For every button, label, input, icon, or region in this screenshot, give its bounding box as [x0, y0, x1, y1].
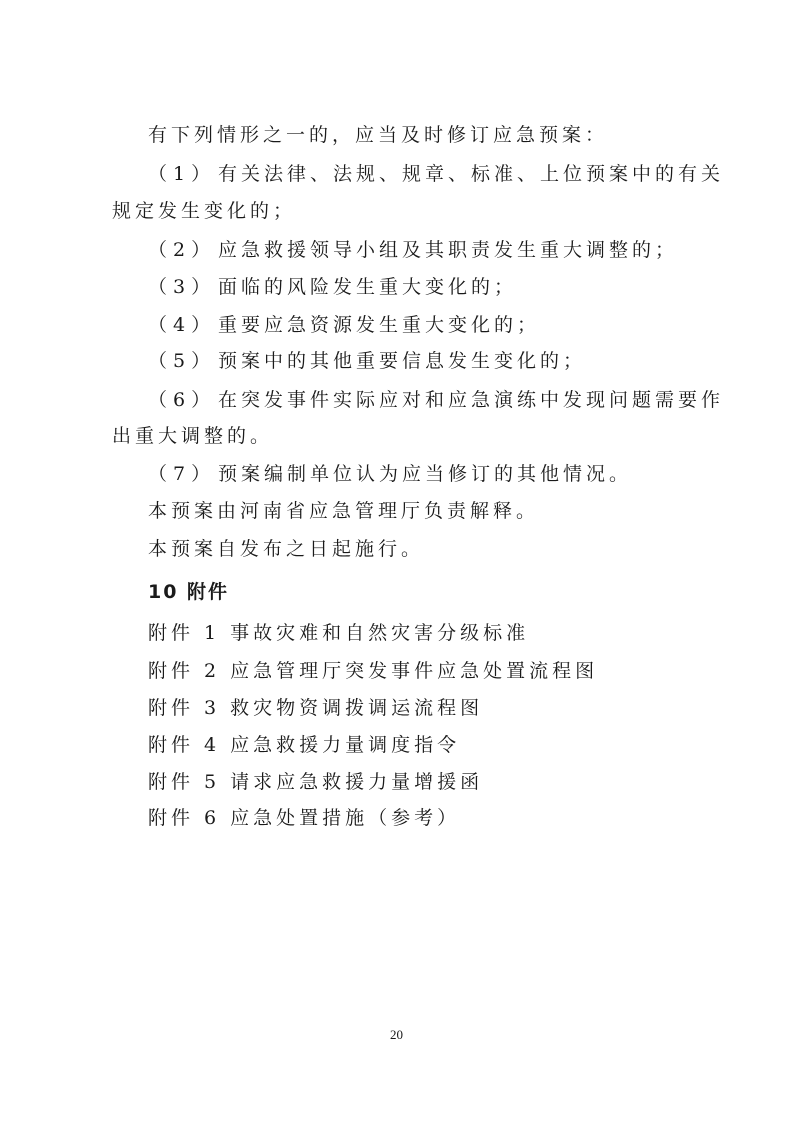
attachment-item-6: [148, 806, 728, 830]
attachment-item-1: [148, 621, 728, 645]
intro-paragraph: [148, 123, 728, 147]
section-heading-text: 10 附件: [148, 581, 230, 603]
list-text: 出重大调整的。: [112, 425, 274, 447]
list-text: 在突发事件实际应对和应急演练中发现问题需要作: [218, 389, 725, 411]
list-item-1: [148, 162, 728, 186]
list-text: 重要应急资源发生重大变化的；: [218, 314, 541, 336]
section-heading: [148, 580, 728, 604]
list-number: （2）: [148, 239, 217, 261]
attachment-text: 附件 5 请求应急救援力量增援函: [148, 771, 484, 793]
effective-text: 本预案自发布之日起施行。: [148, 538, 425, 560]
intro-text: 有下列情形之一的，应当及时修订应急预案：: [148, 124, 609, 146]
list-item-2: [148, 238, 728, 262]
list-number: （4）: [148, 314, 217, 336]
attachment-text: 附件 3 救灾物资调拨调运流程图: [148, 697, 484, 719]
attachment-item-2: [148, 659, 728, 683]
list-item-5: [148, 349, 728, 373]
list-text: 应急救援领导小组及其职责发生重大调整的；: [218, 239, 679, 261]
list-item-3: [148, 275, 728, 299]
list-number: （5）: [148, 350, 217, 372]
attachment-text: 附件 1 事故灾难和自然灾害分级标准: [148, 622, 530, 644]
effective-paragraph: [148, 537, 728, 561]
attachment-text: 附件 4 应急救援力量调度指令: [148, 734, 461, 756]
list-item-6: [148, 388, 728, 412]
interpretation-text: 本预案由河南省应急管理厅负责解释。: [148, 500, 540, 522]
list-item-1-continuation: [112, 199, 692, 223]
list-text: 有关法律、法规、规章、标准、上位预案中的有关: [218, 163, 725, 185]
list-text: 预案编制单位认为应当修订的其他情况。: [218, 463, 633, 485]
list-number: （3）: [148, 276, 217, 298]
attachment-text: 附件 2 应急管理厅突发事件应急处置流程图: [148, 660, 599, 682]
list-item-7: [148, 462, 728, 486]
list-item-4: [148, 313, 728, 337]
attachment-text: 附件 6 应急处置措施（参考）: [148, 807, 461, 829]
list-text: 规定发生变化的；: [112, 200, 297, 222]
attachment-item-4: [148, 733, 728, 757]
page-number: 20: [390, 1027, 403, 1042]
list-number: （7）: [148, 463, 217, 485]
list-number: （1）: [148, 163, 217, 185]
attachment-item-3: [148, 696, 728, 720]
list-number: （6）: [148, 389, 217, 411]
list-text: 预案中的其他重要信息发生变化的；: [218, 350, 587, 372]
list-text: 面临的风险发生重大变化的；: [218, 276, 518, 298]
attachment-item-5: [148, 770, 728, 794]
list-item-6-continuation: [112, 424, 692, 448]
interpretation-paragraph: [148, 499, 728, 523]
